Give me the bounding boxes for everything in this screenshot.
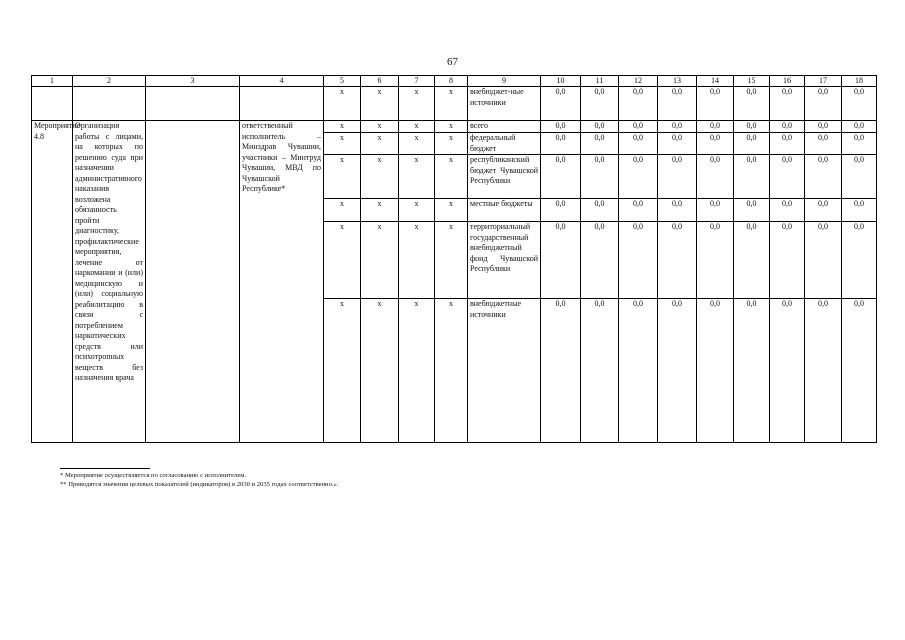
measure-executor: ответственный исполнитель – Минздрав Чувашии, участники – Минтруд Чувашии, МВД по Чувашской Республике* <box>240 121 324 443</box>
table-cell: 0,0 <box>697 133 734 155</box>
table-cell: 0,0 <box>805 222 842 299</box>
footnote-2: ** Приводятся значения целевых показателей (индикаторов) в 2030 и 2035 годах соответственно.». <box>60 481 339 488</box>
funding-source: внебюджет-ные источники <box>468 87 541 121</box>
table-cell: 0,0 <box>619 155 658 199</box>
table-cell: 0,0 <box>619 121 658 133</box>
table-cell: x <box>399 222 435 299</box>
table-cell: x <box>435 222 468 299</box>
table-cell: x <box>324 155 361 199</box>
footnote-divider <box>60 468 150 469</box>
table-cell: x <box>435 87 468 121</box>
column-header: 12 <box>619 76 658 87</box>
table-cell: x <box>361 121 399 133</box>
column-number-row <box>32 76 877 87</box>
funding-source: местные бюджеты <box>468 199 541 222</box>
table-cell: 0,0 <box>697 299 734 443</box>
table-cell: 0,0 <box>697 121 734 133</box>
table-cell: 0,0 <box>541 222 581 299</box>
table-cell: x <box>324 299 361 443</box>
table-cell: 0,0 <box>697 155 734 199</box>
column-header: 14 <box>697 76 734 87</box>
table-cell: x <box>399 155 435 199</box>
page-number: 67 <box>447 56 458 68</box>
measure-id: Мероприятие 4.8 <box>32 121 73 443</box>
table-cell: 0,0 <box>581 299 619 443</box>
table-cell: 0,0 <box>805 133 842 155</box>
column-header: 1 <box>32 76 73 87</box>
column-header: 15 <box>734 76 770 87</box>
table-cell: 0,0 <box>734 222 770 299</box>
measure-col3 <box>146 121 240 443</box>
table-cell: 0,0 <box>541 199 581 222</box>
funding-source: республиканский бюджет Чувашской Республики <box>468 155 541 199</box>
funding-source: всего <box>468 121 541 133</box>
table-cell: 0,0 <box>619 222 658 299</box>
table-cell: 0,0 <box>541 121 581 133</box>
table-cell: 0,0 <box>842 87 877 121</box>
column-header: 17 <box>805 76 842 87</box>
table-cell: 0,0 <box>581 133 619 155</box>
table-cell: 0,0 <box>842 299 877 443</box>
table-cell: 0,0 <box>658 87 697 121</box>
table-cell: 0,0 <box>541 155 581 199</box>
table-cell: 0,0 <box>658 299 697 443</box>
table-cell: 0,0 <box>581 121 619 133</box>
table-cell: x <box>361 299 399 443</box>
column-header: 6 <box>361 76 399 87</box>
table-cell: x <box>399 133 435 155</box>
funding-source: федеральный бюджет <box>468 133 541 155</box>
table-cell: x <box>435 121 468 133</box>
table-cell: x <box>399 199 435 222</box>
table-cell: x <box>361 199 399 222</box>
table-cell: x <box>361 155 399 199</box>
table-cell: x <box>324 199 361 222</box>
table-cell: 0,0 <box>697 87 734 121</box>
table-cell: 0,0 <box>697 199 734 222</box>
table-cell: x <box>361 87 399 121</box>
table-cell: 0,0 <box>581 87 619 121</box>
column-header: 16 <box>770 76 805 87</box>
table-cell: x <box>399 87 435 121</box>
table-cell: x <box>435 133 468 155</box>
table-cell: x <box>399 299 435 443</box>
table-cell: 0,0 <box>658 222 697 299</box>
measure-name: Организация работы с лицами, на которых по решению суда при назначении административного наказания возложена обязанность пройти диагностику, профилактические мероприятия, лечение от наркомании и (или) медицинскую и (или) социальную реабилитацию в связи с потреблением наркотических средств или психотропных веществ без назначения врача <box>73 121 146 443</box>
table-cell: 0,0 <box>619 87 658 121</box>
column-header: 2 <box>73 76 146 87</box>
table-cell: 0,0 <box>805 299 842 443</box>
table-cell: 0,0 <box>697 222 734 299</box>
table-cell: 0,0 <box>581 199 619 222</box>
table-cell: x <box>435 155 468 199</box>
table-cell: x <box>399 121 435 133</box>
table-cell: 0,0 <box>842 199 877 222</box>
column-header: 3 <box>146 76 240 87</box>
footnote-1: * Мероприятие осуществляется по согласованию с исполнителем. <box>60 472 247 479</box>
table-cell: x <box>361 133 399 155</box>
table-cell: 0,0 <box>770 222 805 299</box>
table-cell: 0,0 <box>734 121 770 133</box>
table-cell: 0,0 <box>658 199 697 222</box>
funding-source: территориальный государственный внебюджетный фонд Чувашской Республики <box>468 222 541 299</box>
table-cell: 0,0 <box>770 133 805 155</box>
column-header: 9 <box>468 76 541 87</box>
table-row <box>32 87 877 121</box>
table-cell: 0,0 <box>581 222 619 299</box>
table-cell: 0,0 <box>734 155 770 199</box>
table-cell: 0,0 <box>770 121 805 133</box>
table-cell: x <box>435 199 468 222</box>
table-cell: x <box>435 299 468 443</box>
table-cell: 0,0 <box>658 155 697 199</box>
table-cell: 0,0 <box>805 87 842 121</box>
column-header: 7 <box>399 76 435 87</box>
column-header: 18 <box>842 76 877 87</box>
table-cell: 0,0 <box>619 299 658 443</box>
table-cell: 0,0 <box>805 155 842 199</box>
table-cell: 0,0 <box>658 133 697 155</box>
column-header: 4 <box>240 76 324 87</box>
table-cell: 0,0 <box>770 155 805 199</box>
table-cell: 0,0 <box>770 199 805 222</box>
table-cell: x <box>324 87 361 121</box>
column-header: 5 <box>324 76 361 87</box>
table-cell: x <box>324 222 361 299</box>
table-cell: 0,0 <box>619 133 658 155</box>
table-cell: 0,0 <box>770 299 805 443</box>
table-cell: 0,0 <box>805 199 842 222</box>
column-header: 8 <box>435 76 468 87</box>
column-header: 11 <box>581 76 619 87</box>
table-cell: x <box>361 222 399 299</box>
table-cell: x <box>324 121 361 133</box>
table-cell: 0,0 <box>842 133 877 155</box>
table-cell: 0,0 <box>805 121 842 133</box>
table-cell: 0,0 <box>842 222 877 299</box>
table-cell: 0,0 <box>842 155 877 199</box>
funding-source: внебюджетные источники <box>468 299 541 443</box>
table-cell: 0,0 <box>658 121 697 133</box>
table-cell: 0,0 <box>734 133 770 155</box>
table-cell: 0,0 <box>619 199 658 222</box>
table-cell: 0,0 <box>541 299 581 443</box>
table-cell: 0,0 <box>581 155 619 199</box>
table-cell: 0,0 <box>842 121 877 133</box>
table-cell: 0,0 <box>734 199 770 222</box>
table-cell: x <box>324 133 361 155</box>
column-header: 10 <box>541 76 581 87</box>
table-row <box>32 121 877 133</box>
table-cell: 0,0 <box>734 299 770 443</box>
program-table <box>31 75 877 443</box>
table-cell: 0,0 <box>541 133 581 155</box>
table-cell: 0,0 <box>734 87 770 121</box>
table-cell: 0,0 <box>770 87 805 121</box>
column-header: 13 <box>658 76 697 87</box>
table-cell: 0,0 <box>541 87 581 121</box>
